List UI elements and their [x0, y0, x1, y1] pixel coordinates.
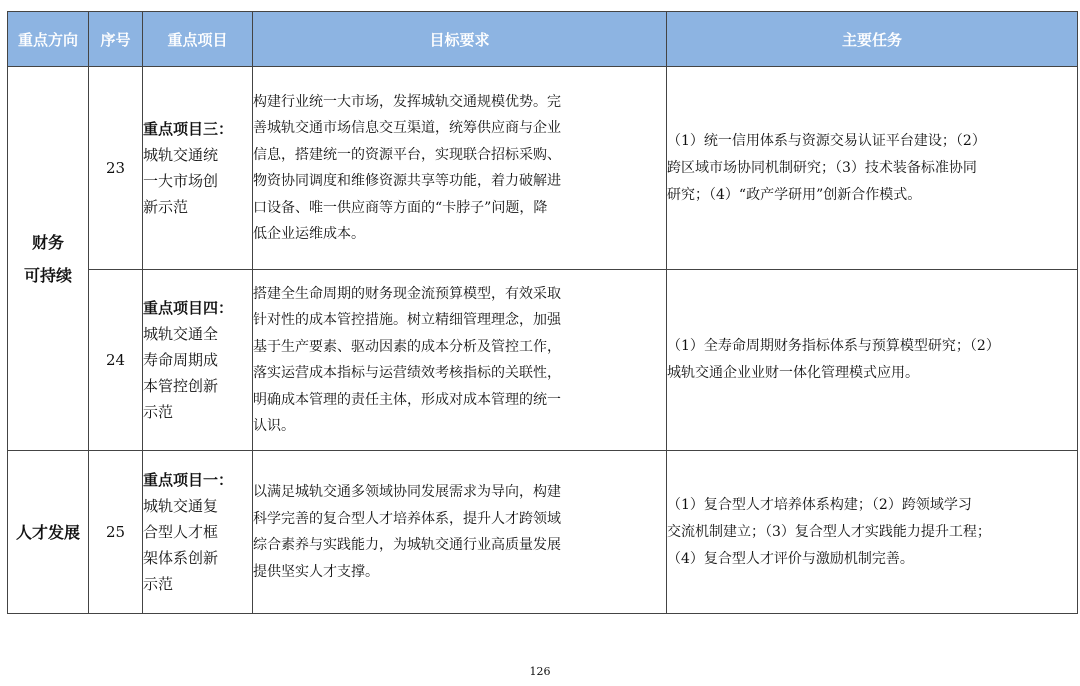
task-line: 跨区域市场协同机制研究；（3）技术装备标准协同 [667, 159, 977, 176]
goal-line: 认识。 [253, 418, 295, 434]
project-line: 架体系创新 [143, 549, 219, 567]
goal-cell [253, 270, 667, 451]
goal-line: 明确成本管理的责任主体，形成对成本管理的统一 [253, 391, 561, 408]
header-task: 主要任务 [667, 12, 1078, 67]
goal-line: 综合素养与实践能力，为城轨交通行业高质量发展 [253, 537, 561, 553]
header-direction: 重点方向 [8, 12, 89, 67]
goal-line: 落实运营成本指标与运营绩效考核指标的关联性， [253, 365, 561, 381]
direction-cell [8, 67, 89, 451]
task-line: 研究；（4）“政产学研用”创新合作模式。 [667, 186, 922, 203]
direction-label: 可持续 [23, 265, 72, 285]
goal-line: 搭建全生命周期的财务现金流预算模型，有效采取 [253, 285, 561, 302]
project-line: 合型人才框 [143, 523, 219, 541]
project-line: 城轨交通复 [143, 497, 219, 515]
project-heading: 重点项目四： [143, 299, 234, 317]
project-line: 示范 [143, 403, 174, 421]
table-row [8, 67, 1078, 270]
project-line: 城轨交通统 [143, 146, 219, 164]
task-line: （1）全寿命周期财务指标体系与预算模型研究；（2） [667, 338, 1000, 354]
project-line: 一大市场创 [143, 172, 219, 190]
task-line: （4）复合型人才评价与激励机制完善。 [667, 550, 914, 567]
goal-line: 物资协同调度和维修资源共享等功能，着力破解进 [253, 173, 561, 189]
project-cell [143, 270, 253, 451]
goal-cell [253, 451, 667, 614]
goal-line: 低企业运维成本。 [253, 226, 365, 242]
project-line: 本管控创新 [143, 377, 219, 395]
goal-line: 科学完善的复合型人才培养体系，提升人才跨领域 [253, 510, 561, 527]
direction-cell [8, 451, 89, 614]
goal-line: 信息，搭建统一的资源平台，实现联合招标采购、 [253, 146, 561, 163]
task-line: 交流机制建立；（3）复合型人才实践能力提升工程； [667, 523, 991, 540]
goal-line: 针对性的成本管控措施。树立精细管理理念，加强 [253, 312, 561, 328]
direction-label: 人才发展 [15, 522, 80, 542]
seq-cell: 23 [89, 67, 143, 270]
page-number: 126 [529, 665, 551, 678]
project-heading: 重点项目一： [143, 471, 234, 489]
task-line: 城轨交通企业业财一体化管理模式应用。 [667, 365, 919, 381]
header-goal: 目标要求 [253, 12, 667, 67]
seq-cell: 25 [89, 451, 143, 614]
goal-line: 口设备、唯一供应商等方面的“卡脖子”问题，降 [253, 199, 548, 216]
priority-projects-table [7, 11, 1078, 614]
header-seq: 序号 [89, 12, 143, 67]
seq-cell: 24 [89, 270, 143, 451]
table-row [8, 451, 1078, 614]
header-project: 重点项目 [143, 12, 253, 67]
project-cell [143, 451, 253, 614]
goal-cell [253, 67, 667, 270]
project-cell [143, 67, 253, 270]
goal-line: 构建行业统一大市场，发挥城轨交通规模优势。完 [253, 93, 561, 110]
goal-line: 提供坚实人才支撑。 [253, 563, 379, 580]
goal-line: 基于生产要素、驱动因素的成本分析及管控工作， [253, 338, 561, 355]
table-row [8, 270, 1078, 451]
task-cell [667, 451, 1078, 614]
task-line: （1）统一信用体系与资源交易认证平台建设；（2） [667, 132, 986, 149]
goal-line: 以满足城轨交通多领域协同发展需求为导向，构建 [253, 484, 561, 500]
project-line: 寿命周期成 [143, 351, 219, 369]
task-cell [667, 270, 1078, 451]
task-cell [667, 67, 1078, 270]
project-line: 新示范 [143, 198, 189, 216]
goal-line: 善城轨交通市场信息交互渠道，统筹供应商与企业 [253, 120, 561, 136]
project-heading: 重点项目三： [143, 120, 234, 138]
direction-label: 财务 [31, 232, 64, 252]
project-line: 城轨交通全 [143, 325, 219, 343]
table-header-row [8, 12, 1078, 67]
task-line: （1）复合型人才培养体系构建；（2）跨领域学习 [667, 496, 972, 513]
project-line: 示范 [143, 575, 174, 593]
